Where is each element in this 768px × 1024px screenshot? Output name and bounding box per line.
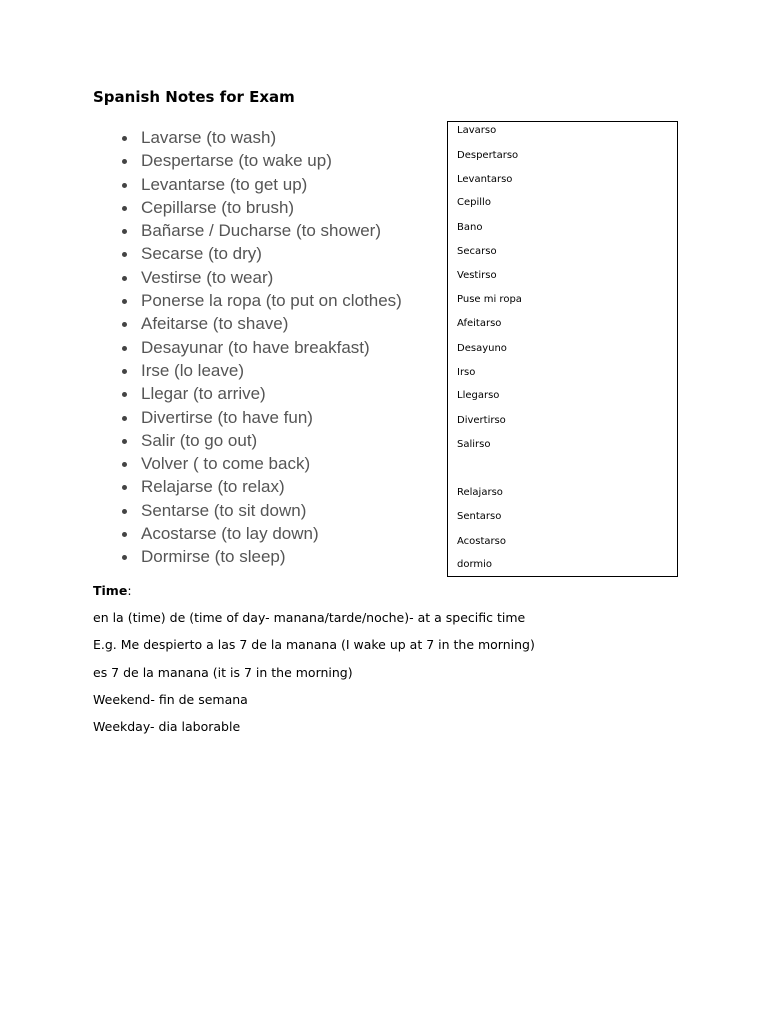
answer-item: Afeitarso [457, 318, 502, 329]
list-item: Divertirse (to have fun) [120, 406, 402, 429]
list-item: Desayunar (to have breakfast) [120, 336, 402, 359]
answer-item: Secarso [457, 246, 497, 257]
time-heading: Time [93, 583, 128, 598]
answer-item: Puse mi ropa [457, 294, 522, 305]
list-item: Dormirse (to sleep) [120, 545, 402, 568]
list-item: Vestirse (to wear) [120, 266, 402, 289]
answer-item: Irso [457, 367, 476, 378]
list-item: Relajarse (to relax) [120, 475, 402, 498]
note-line: es 7 de la manana (it is 7 in the morning) [93, 665, 353, 680]
answer-item: Acostarso [457, 536, 506, 547]
answer-text-box [447, 121, 678, 577]
answer-item: Levantarso [457, 174, 513, 185]
list-item: Levantarse (to get up) [120, 173, 402, 196]
note-line: Weekday- dia laborable [93, 719, 241, 734]
answer-item: Sentarso [457, 511, 502, 522]
list-item: Acostarse (to lay down) [120, 522, 402, 545]
answer-item: Cepillo [457, 197, 491, 208]
list-item: Salir (to go out) [120, 429, 402, 452]
list-item: Afeitarse (to shave) [120, 312, 402, 335]
answer-item: dormio [457, 559, 493, 570]
note-line: Weekend- fin de semana [93, 692, 248, 707]
note-line: en la (time) de (time of day- manana/tarde/noche)- at a specific time [93, 610, 526, 625]
answer-item: Llegarso [457, 390, 500, 401]
list-item: Lavarse (to wash) [120, 126, 402, 149]
answer-item: Vestirso [457, 270, 497, 281]
answer-item: Salirso [457, 439, 491, 450]
answer-item: Despertarso [457, 150, 519, 161]
answer-item: Desayuno [457, 343, 507, 354]
list-item: Sentarse (to sit down) [120, 499, 402, 522]
list-item: Irse (lo leave) [120, 359, 402, 382]
list-item: Volver ( to come back) [120, 452, 402, 475]
list-item: Despertarse (to wake up) [120, 149, 402, 172]
page-title: Spanish Notes for Exam [93, 88, 295, 106]
time-heading-colon: : [127, 583, 132, 598]
answer-item: Divertirso [457, 415, 506, 426]
list-item: Bañarse / Ducharse (to shower) [120, 219, 402, 242]
list-item: Secarse (to dry) [120, 242, 402, 265]
answer-item: Lavarso [457, 125, 497, 136]
time-heading-line [93, 583, 132, 598]
answer-item: Relajarso [457, 487, 503, 498]
answer-item: Bano [457, 222, 483, 233]
note-line: E.g. Me despierto a las 7 de la manana (I wake up at 7 in the morning) [93, 637, 535, 652]
list-item: Llegar (to arrive) [120, 382, 402, 405]
verb-list [120, 126, 402, 569]
list-item: Ponerse la ropa (to put on clothes) [120, 289, 402, 312]
list-item: Cepillarse (to brush) [120, 196, 402, 219]
